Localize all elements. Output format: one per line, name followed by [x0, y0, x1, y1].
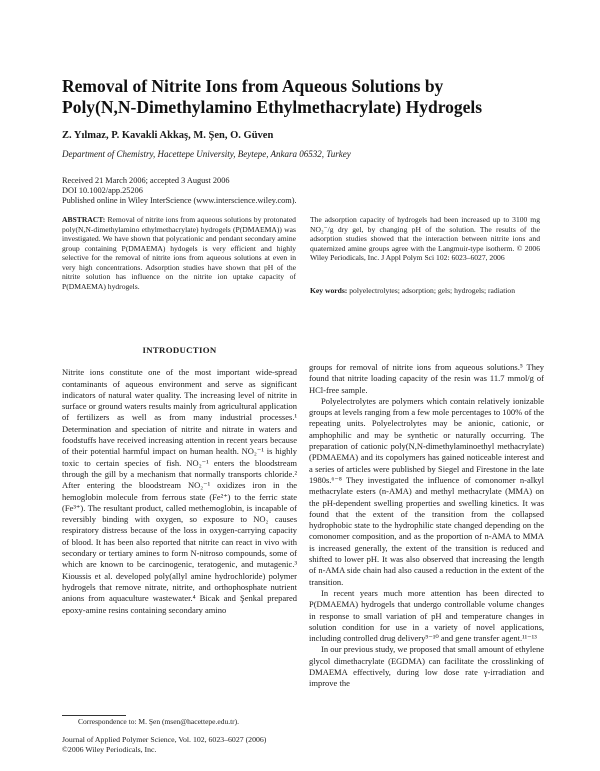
title-line-1: Removal of Nitrite Ions from Aqueous Solutions by: [62, 76, 444, 96]
title-line-2: Poly(N,N-Dimethylamino Ethylmethacrylate) Hydrogels: [62, 97, 483, 117]
intro-paragraph-3: In recent years much more attention has been directed to P(DMAEMA) hydrogels that undergo controllable volume changes in response to small variation of pH and temperature changes in solution condition for use in a variety of novel applications, including controlled drug delivery⁹⁻¹⁰ and gene transfer agent.¹¹⁻¹³: [309, 587, 544, 644]
keywords-text: polyelectrolytes; adsorption; gels; hydrogels; radiation: [349, 286, 516, 295]
received-date: Received 21 March 2006; accepted 3 August 2006: [62, 176, 230, 185]
journal-footer: [62, 735, 266, 754]
affiliation: Department of Chemistry, Hacettepe University, Beytepe, Ankara 06532, Turkey: [62, 149, 351, 159]
abstract-right: [310, 215, 540, 263]
correspondence-note: Correspondence to: M. Şen (msen@hacettepe.edu.tr).: [78, 717, 240, 726]
abstract-text-left: Removal of nitrite ions from aqueous solutions by protonated poly(N,N-dimethylamino ethylmethacrylate) hydrogels (P(DMAEMA)) was investigated. We have shown that polycationic and pendant secondary amine group containing P(DMAEMA) hydogels is very efficient and highly selective for the removal of nitrite ions from aqueous solutions at even in very high concentrations. Adsorption studies have shown that pH of the nitrite solution has influence on the nitrite ion uptake capacity of P(DMAEMA) hydrogels.: [62, 215, 296, 291]
intro-paragraph-2: Polyelectrolytes are polymers which contain relatively ionizable groups at levels ranging from a few mole percentages to 100% of the repeating units. Polyelectrolytes may be anionic, cationic, or amphophilic and may be synthetic or naturally occurring. The preparation of cationic poly(N,N-dimethylaminoethyl methacrylate) (PDMAEMA) and its copolymers has gained noticeable interest and a series of articles were published by Siegel and Firestone in the late 1980s.⁶⁻⁸ They investigated the influence of comonomer n-alkyl methacrylate esters (n-AMA) and methyl methacrylate (MMA) on the pH-dependent swelling properties and swelling kinetics. It was found that the extent of the transition from the collapsed hydrophobic state to the hydrophilic state changed depending on the comonomer composition, and as the proportion of n-AMA to MMA is increased generally, the extent of the transition is reduced and shifted to lower pH. It was also observed that increasing the length of n-AMA side chain had also caused a reduction in the extent of the transition.: [309, 395, 544, 587]
keywords-label: Key words:: [310, 286, 348, 295]
journal-copyright: ©2006 Wiley Periodicals, Inc.: [62, 744, 157, 754]
abstract-citation: J Appl Polym Sci 102: 6023–6027, 2006: [381, 253, 505, 262]
body-column-right: [309, 362, 544, 690]
footnote-rule: [62, 715, 126, 716]
abstract-copyright: © 2006 Wiley Periodicals, Inc.: [310, 243, 540, 262]
published-online: Published online in Wiley InterScience (www.interscience.wiley.com).: [62, 196, 297, 205]
body-column-left: [62, 345, 297, 616]
abstract-label: ABSTRACT:: [62, 215, 106, 224]
abstract-left: [62, 215, 296, 291]
keywords: [310, 286, 540, 296]
journal-citation: Journal of Applied Polymer Science, Vol. 102, 6023–6027 (2006): [62, 735, 267, 744]
abstract-text-right: The adsorption capacity of hydrogels had been increased up to 3100 mg NO₂⁻/g dry gel, by changing pH of the solution. The results of the adsorption studies showed that the interaction between nitrite ions and quaternized amine groups agree with the Langmuir-type isotherm.: [310, 215, 540, 253]
intro-paragraph-continued: groups for removal of nitrite ions from aqueous solutions.⁵ They found that nitrite loading capacity of the resin was 11.7 mmol/g of HCl-free sample.: [309, 362, 544, 395]
author-list: Z. Yılmaz, P. Kavakli Akkaş, M. Şen, O. Güven: [62, 130, 274, 141]
paper-title: [62, 76, 542, 118]
intro-paragraph-1: Nitrite ions constitute one of the most important wide-spread contaminants of aqueous environment and serve as significant indicators of natural water quality. The increasing level of nitrite in surface or ground waters results mainly from agricultural application of fertilizers as well as from many industrial processes.¹ Determination and speciation of nitrite and nitrate in waters and foodstuffs have received increasing attention in recent years because of their potential harmful impact on human health. NO₂⁻¹ is highly toxic to certain species of fish. NO₂⁻¹ enters the bloodstream through the gill by a mechanism that normally transports chloride.² After entering the bloodstream NO₂⁻¹ oxidizes iron in the hemoglobin molecule from ferrous state (Fe²⁺) to the ferric state (Fe³⁺). The resultant product, called methemoglobin, is incapable of reversibly binding with oxygen, so exposure to NO₂ causes respiratory distress because of the loss in oxygen-carrying capacity of blood. It has been also reported that nitrite can react in vivo with secondary or tertiary amines to form N-nitroso compounds, some of which are known to be carcinogenic, teratogenic, and mutagenic.³ Kioussis et al. developed poly(allyl amine hydrochloride) polymer hydrogels that remove nitrate, nitrite, and orthophosphate nutrient anions from aquaculture wastewater.⁴ Bicak and Şenkal prepared epoxy-amine resins containing secondary amino: [62, 367, 297, 615]
intro-paragraph-4: In our previous study, we proposed that small amount of ethylene glycol dimethacrylate (EGDMA) can facilitate the crosslinking of DMAEMA effectively, during low dose rate γ-irradiation and improve the: [309, 644, 544, 689]
article-history: [62, 176, 297, 206]
section-heading-introduction: INTRODUCTION: [142, 345, 217, 355]
doi: DOI 10.1002/app.25206: [62, 186, 143, 195]
